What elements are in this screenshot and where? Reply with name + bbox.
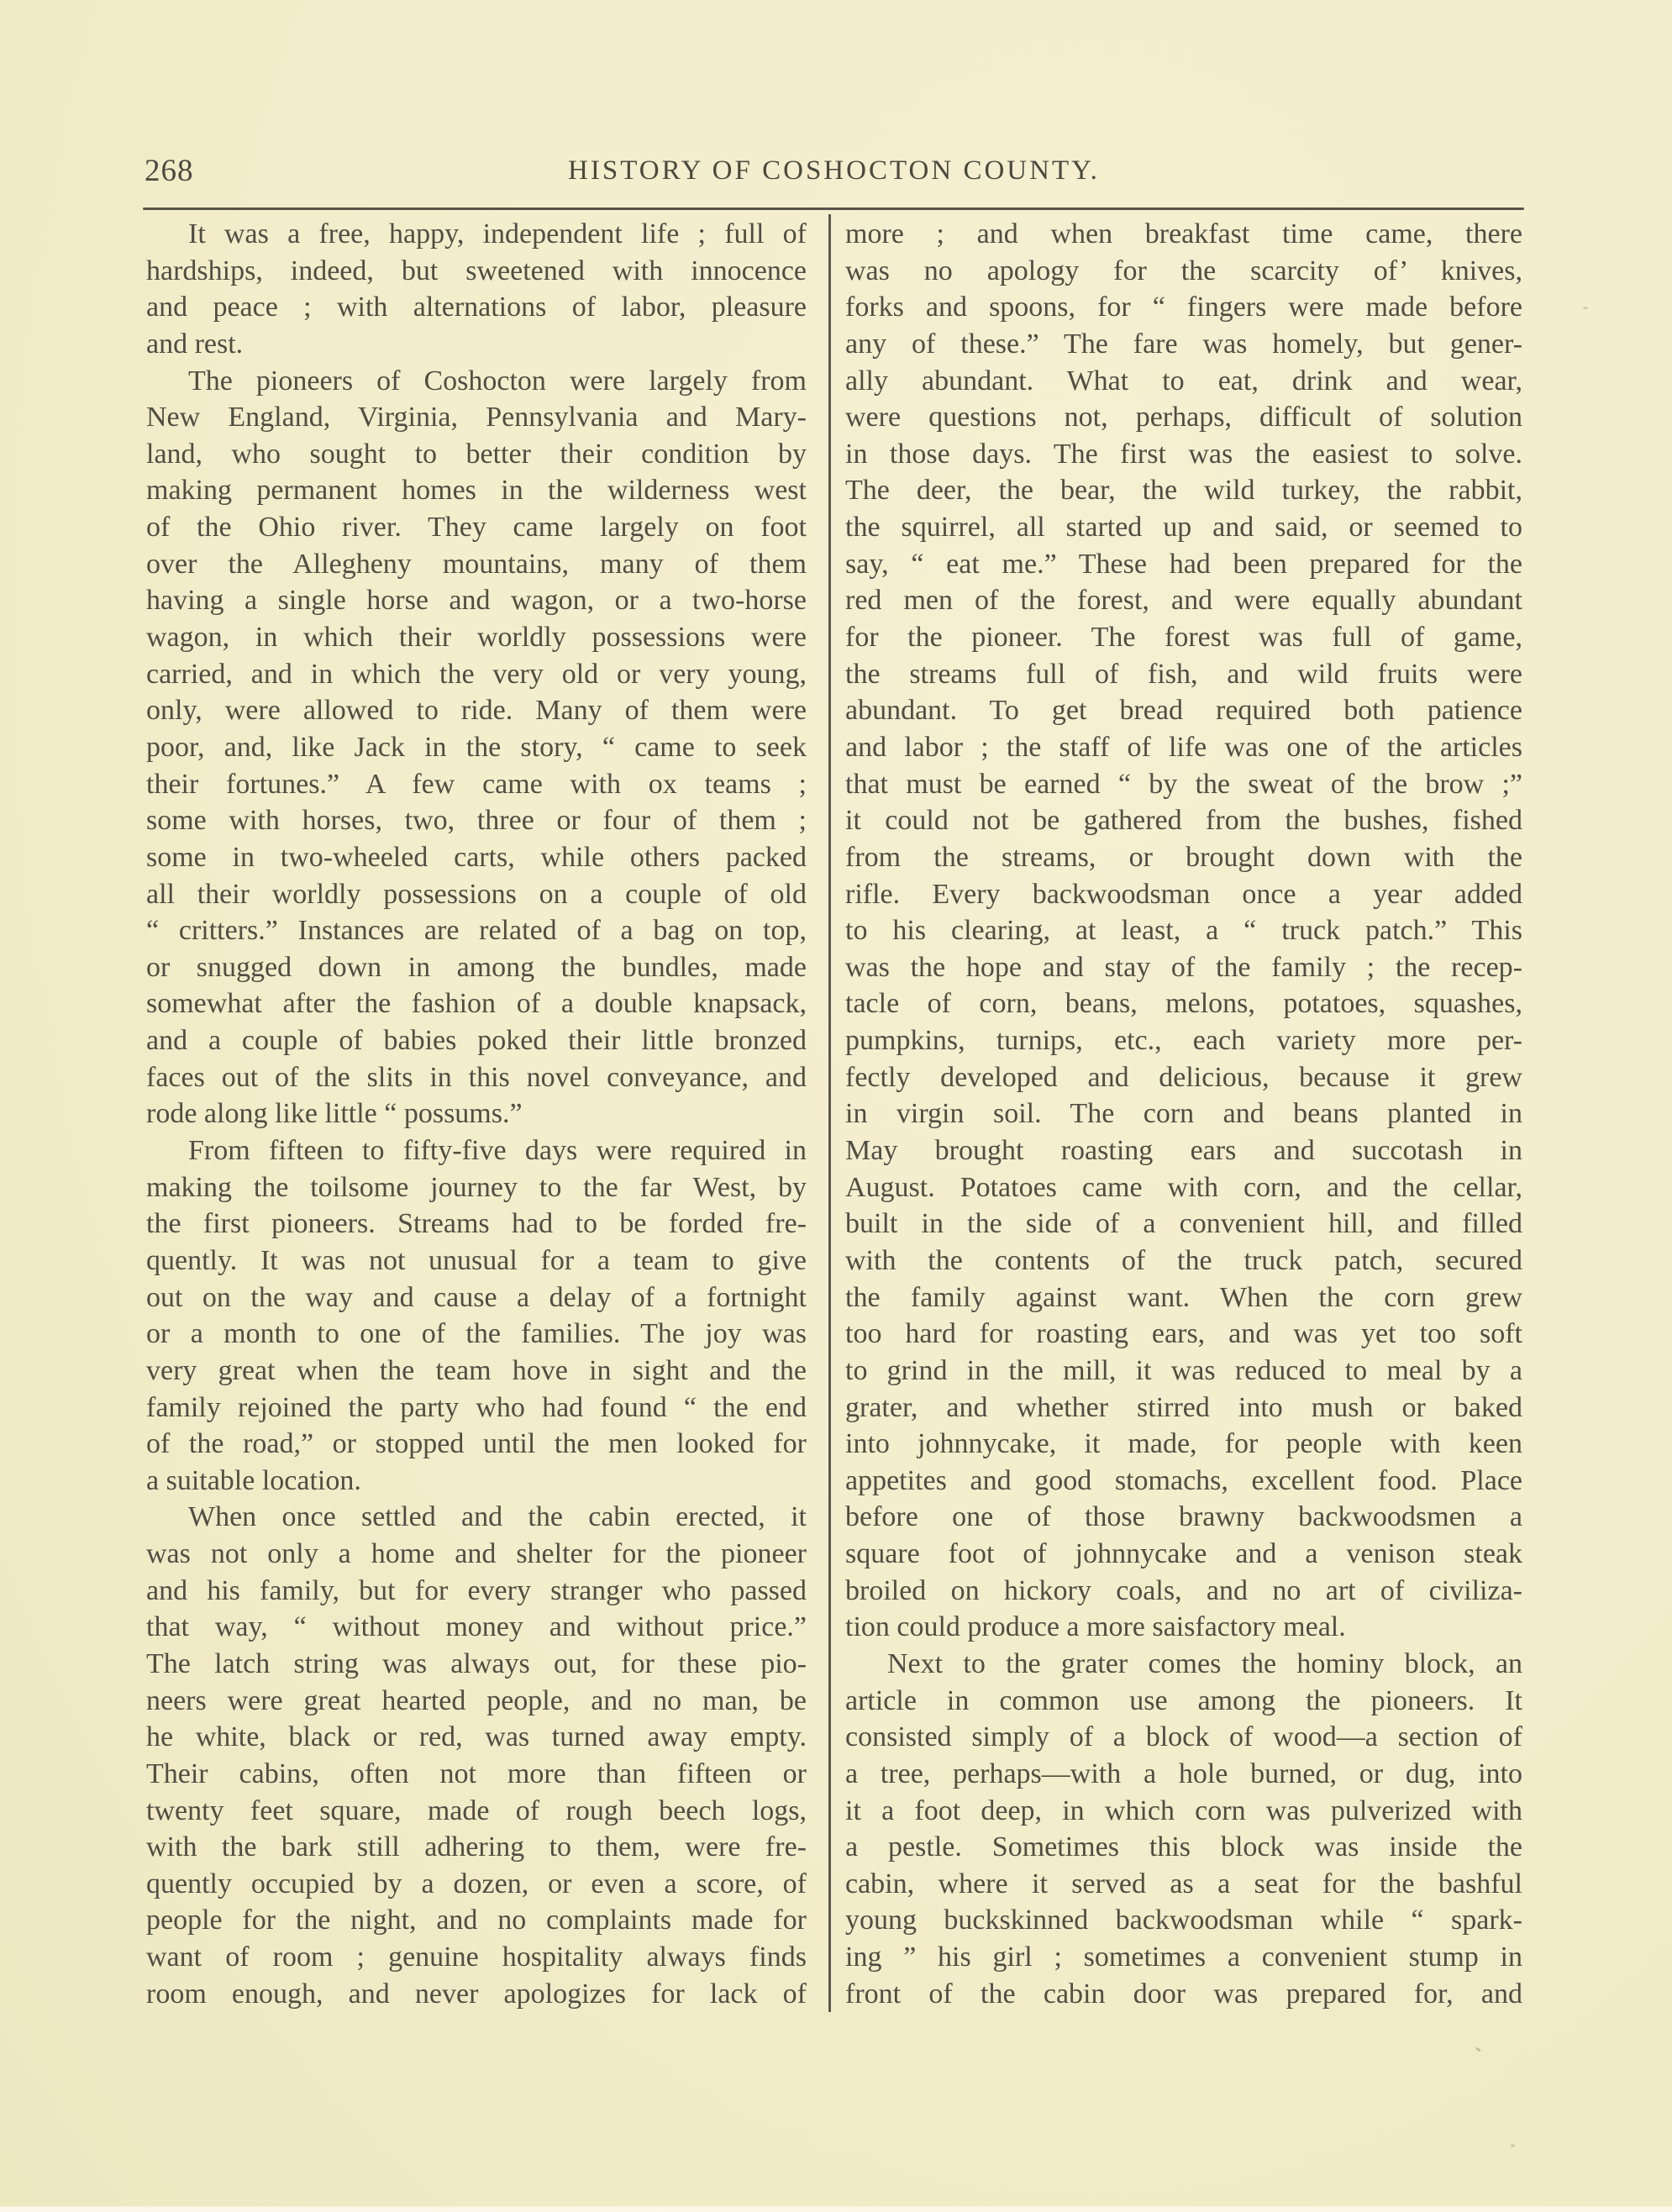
text-line: carried, and in which the very old or very young, <box>146 658 807 690</box>
text-line: somewhat after the fashion of a double knapsack, <box>146 988 807 1020</box>
text-line: “ critters.” Instances are related of a bag on top, <box>146 915 807 947</box>
text-line: was the hope and stay of the family ; the recep- <box>845 951 1522 983</box>
text-line: pumpkins, turnips, etc., each variety more per- <box>845 1025 1522 1057</box>
text-line: twenty feet square, made of rough beech logs, <box>146 1794 807 1826</box>
paragraph <box>146 216 807 363</box>
text-line: land, who sought to better their condition by <box>146 438 807 470</box>
text-line: May brought roasting ears and succotash in <box>845 1135 1522 1167</box>
text-line: any of these.” The fare was homely, but gener- <box>845 328 1522 360</box>
text-line: tacle of corn, beans, melons, potatoes, squashes, <box>845 988 1522 1020</box>
text-line: poor, and, like Jack in the story, “ came to seek <box>146 731 807 763</box>
header-rule <box>143 208 1524 210</box>
text-line: rode along like little “ possums.” <box>146 1098 523 1130</box>
text-line: The deer, the bear, the wild turkey, the rabbit, <box>845 475 1522 507</box>
text-line: wagon, in which their worldly possessions were <box>146 622 807 654</box>
text-line: a suitable location. <box>146 1464 361 1496</box>
right-column <box>845 216 1522 2012</box>
text-line: New England, Virginia, Pennsylvania and Mary- <box>146 402 807 433</box>
text-line: From fifteen to fifty-five days were required in <box>188 1135 807 1167</box>
text-line: some with horses, two, three or four of them ; <box>146 805 807 837</box>
text-line: it could not be gathered from the bushes, fished <box>845 805 1522 837</box>
text-line: want of room ; genuine hospitality always finds <box>146 1941 807 1973</box>
text-line: in those days. The first was the easiest to solve. <box>845 438 1522 470</box>
text-line: The pioneers of Coshocton were largely from <box>188 365 807 397</box>
text-line: was no apology for the scarcity of’ knives, <box>845 255 1522 286</box>
text-line: fectly developed and delicious, because it grew <box>845 1061 1522 1093</box>
text-line: to his clearing, at least, a “ truck patch.” This <box>845 915 1522 947</box>
text-line: were questions not, perhaps, difficult of solution <box>845 402 1522 433</box>
text-line: consisted simply of a block of wood—a section of <box>845 1721 1522 1753</box>
text-line: cabin, where it served as a seat for the bashful <box>845 1868 1522 1899</box>
text-line: was not only a home and shelter for the pioneer <box>146 1538 807 1570</box>
text-line: When once settled and the cabin erected, it <box>188 1501 807 1533</box>
text-line: some in two-wheeled carts, while others packed <box>146 841 807 873</box>
text-line: quently occupied by a dozen, or even a score, of <box>146 1868 807 1899</box>
paragraph <box>146 363 807 1132</box>
text-line: more ; and when breakfast time came, there <box>845 218 1522 250</box>
text-line: faces out of the slits in this novel conveyance, and <box>146 1061 807 1093</box>
text-line: that must be earned “ by the sweat of the brow ;” <box>845 768 1522 800</box>
text-line: very great when the team hove in sight and the <box>146 1354 807 1386</box>
text-line: that way, “ without money and without price.” <box>146 1611 807 1643</box>
text-line: square foot of johnnycake and a venison steak <box>845 1538 1522 1570</box>
text-line: grater, and whether stirred into mush or baked <box>845 1391 1522 1423</box>
text-line: neers were great hearted people, and no man, be <box>146 1684 807 1716</box>
text-line: or snugged down in among the bundles, made <box>146 951 807 983</box>
text-line: with the contents of the truck patch, secured <box>845 1244 1522 1276</box>
text-line: their fortunes.” A few came with ox teams ; <box>146 768 807 800</box>
text-line: a pestle. Sometimes this block was inside the <box>845 1831 1522 1863</box>
text-line: and labor ; the staff of life was one of the articles <box>845 731 1522 763</box>
text-line: having a single horse and wagon, or a two-horse <box>146 585 807 617</box>
text-line: over the Allegheny mountains, many of them <box>146 548 807 580</box>
text-line: out on the way and cause a delay of a fortnight <box>146 1281 807 1313</box>
text-line: rifle. Every backwoodsman once a year added <box>845 878 1522 910</box>
text-line: with the bark still adhering to them, were fre- <box>146 1831 807 1863</box>
paragraph <box>845 1646 1522 2012</box>
text-line: forks and spoons, for “ fingers were made before <box>845 292 1522 323</box>
text-line: the family against want. When the corn grew <box>845 1281 1522 1313</box>
text-line: all their worldly possessions on a couple of old <box>146 878 807 910</box>
text-line: and his family, but for every stranger who passed <box>146 1574 807 1606</box>
text-line: of the Ohio river. They came largely on foot <box>146 512 807 544</box>
text-line: tion could produce a more saisfactory meal. <box>845 1611 1346 1643</box>
text-line: to grind in the mill, it was reduced to meal by a <box>845 1354 1522 1386</box>
text-line: family rejoined the party who had found “ the end <box>146 1391 807 1423</box>
text-line: The latch string was always out, for these pio- <box>146 1647 807 1679</box>
text-line: people for the night, and no complaints made for <box>146 1905 807 1936</box>
text-line: appetites and good stomachs, excellent food. Place <box>845 1464 1522 1496</box>
text-line: into johnnycake, it made, for people with keen <box>845 1428 1522 1460</box>
text-line: August. Potatoes came with corn, and the cellar, <box>845 1171 1522 1203</box>
paragraph <box>845 216 1522 1646</box>
text-line: Their cabins, often not more than fifteen or <box>146 1758 807 1789</box>
text-line: hardships, indeed, but sweetened with innocence <box>146 255 807 286</box>
text-line: before one of those brawny backwoodsmen a <box>845 1501 1522 1533</box>
text-line: making the toilsome journey to the far West, by <box>146 1171 807 1203</box>
text-line: broiled on hickory coals, and no art of civiliza- <box>845 1574 1522 1606</box>
text-line: ing ” his girl ; sometimes a convenient stump in <box>845 1941 1522 1973</box>
text-line: he white, black or red, was turned away empty. <box>146 1721 807 1753</box>
text-line: only, were allowed to ride. Many of them were <box>146 695 807 727</box>
text-line: the squirrel, all started up and said, or seemed to <box>845 512 1522 544</box>
text-line: ally abundant. What to eat, drink and wear, <box>845 365 1522 397</box>
page-header-title: HISTORY OF COSHOCTON COUNTY. <box>568 155 1100 186</box>
paper-speck <box>1583 306 1589 310</box>
text-line: room enough, and never apologizes for lack of <box>146 1978 807 2010</box>
text-line: quently. It was not unusual for a team to give <box>146 1244 807 1276</box>
text-line: front of the cabin door was prepared for, and <box>845 1978 1522 2010</box>
paper-speck <box>1511 2144 1515 2147</box>
page-number: 268 <box>145 154 194 188</box>
text-line: and peace ; with alternations of labor, pleasure <box>146 292 807 323</box>
paper-speck <box>1475 2046 1481 2052</box>
paragraph <box>146 1499 807 2012</box>
text-line: it a foot deep, in which corn was pulverized with <box>845 1794 1522 1826</box>
text-line: too hard for roasting ears, and was yet too soft <box>845 1318 1522 1350</box>
text-line: the streams full of fish, and wild fruits were <box>845 658 1522 690</box>
text-line: It was a free, happy, independent life ; full of <box>188 218 807 250</box>
text-line: Next to the grater comes the hominy block, an <box>887 1647 1522 1679</box>
text-line: of the road,” or stopped until the men looked for <box>146 1428 807 1460</box>
text-line: from the streams, or brought down with the <box>845 841 1522 873</box>
text-line: built in the side of a convenient hill, and filled <box>845 1208 1522 1240</box>
text-line: and rest. <box>146 328 244 360</box>
text-line: the first pioneers. Streams had to be forded fre- <box>146 1208 807 1240</box>
text-line: red men of the forest, and were equally abundant <box>845 585 1522 617</box>
text-line: for the pioneer. The forest was full of game, <box>845 622 1522 654</box>
text-line: young buckskinned backwoodsman while “ spark- <box>845 1905 1522 1936</box>
left-column <box>146 216 807 2012</box>
text-line: article in common use among the pioneers. It <box>845 1684 1522 1716</box>
paragraph <box>146 1132 807 1499</box>
column-divider <box>828 214 831 2012</box>
text-line: in virgin soil. The corn and beans planted in <box>845 1098 1522 1130</box>
text-line: and a couple of babies poked their little bronzed <box>146 1025 807 1057</box>
text-line: or a month to one of the families. The joy was <box>146 1318 807 1350</box>
text-line: making permanent homes in the wilderness west <box>146 475 807 507</box>
text-line: a tree, perhaps—with a hole burned, or dug, into <box>845 1758 1522 1789</box>
text-line: say, “ eat me.” These had been prepared for the <box>845 548 1522 580</box>
text-line: abundant. To get bread required both patience <box>845 695 1522 727</box>
